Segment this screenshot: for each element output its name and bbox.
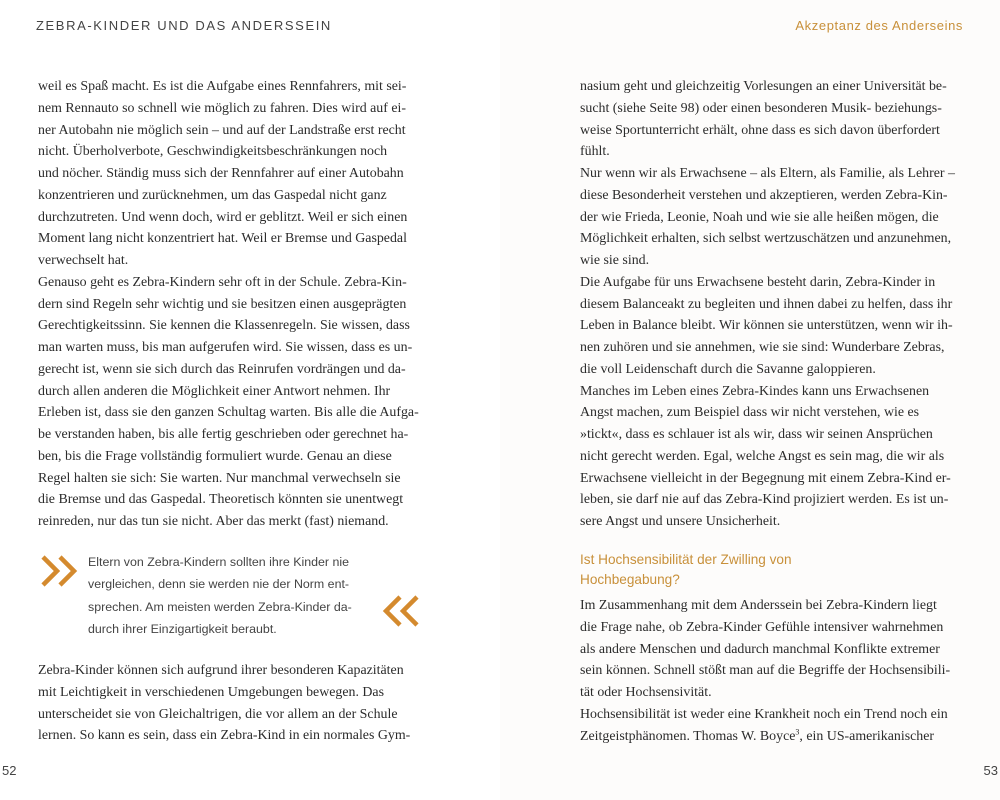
text-line: die Bremse und das Gaspedal. Theoretisch könnten sie unentwegt (38, 492, 404, 508)
text-line: fühlt. (580, 144, 610, 160)
page-number-left: 52 (2, 763, 17, 778)
right-body-bottom (580, 595, 964, 747)
right-page (500, 0, 1000, 800)
text-line: diesem Balanceakt zu begleiten und ihnen dabei zu helfen, dass ihr (580, 296, 953, 312)
text-line: Im Zusammenhang mit dem Anderssein bei Zebra-Kindern liegt (580, 598, 937, 613)
double-chevron-left-icon (380, 594, 420, 628)
text-line: Möglichkeit erhalten, sich selbst wertzuschätzen und anzunehmen, (580, 231, 952, 247)
text-line: ben, bis die Frage vollständig formuliert wurde. Genau an diese (38, 448, 392, 464)
text-line: die voll Leidenschaft durch die Savanne galoppieren. (580, 361, 876, 377)
text-line: Die Aufgabe für uns Erwachsene besteht darin, Zebra-Kinder in (580, 274, 936, 290)
double-chevron-right-icon (40, 554, 80, 588)
text-line: und nöcher. Ständig muss sich der Rennfahrer auf einer Autobahn (38, 166, 404, 181)
text-line: man warten muss, bis man aufgerufen wird. Sie wissen, dass es un- (38, 340, 413, 355)
text-line: Hochsensibilität ist weder eine Krankheit noch ein Trend noch ein (580, 706, 948, 722)
text-line: mit Leichtigkeit in verschiedenen Umgebungen bewegen. Das (38, 684, 384, 700)
text-line: weise Sportunterricht erhält, ohne dass es sich davon überfordert (580, 122, 940, 138)
text-line: nicht gerecht werden. Egal, welche Angst es sein mag, die wir als (580, 448, 945, 464)
text-line: leben, sie darf nie auf das Zebra-Kind projiziert werden. Es ist un- (580, 492, 949, 508)
left-body-bottom (38, 660, 422, 747)
text-line: Zebra-Kinder können sich aufgrund ihrer besonderen Kapazitäten (38, 663, 404, 678)
text-line: unterscheidet sie von Gleichaltrigen, die vor allem an der Schule (38, 706, 398, 722)
text-line: Nur wenn wir als Erwachsene – als Eltern, als Familie, als Lehrer – (580, 166, 955, 181)
section-heading (580, 550, 964, 590)
text-line: Gerechtigkeitssinn. Sie kennen die Klassenregeln. Sie wissen, dass (38, 318, 410, 334)
quote-line: durch ihrer Einzigartigkeit beraubt. (88, 621, 277, 636)
text-line: Angst machen, zum Beispiel dass wir nicht verstehen, wie es (580, 405, 920, 421)
left-body-top (38, 76, 422, 533)
footnote-marker: 3 (795, 726, 800, 736)
text-line: konzentrieren und zurücknehmen, um das Gaspedal nicht ganz (38, 187, 387, 203)
text-line: gerecht ist, wenn sie sich durch das Reinrufen vordrängen und da- (38, 361, 406, 377)
page-number-right: 53 (983, 763, 998, 778)
text-line: nasium geht und gleichzeitig Vorlesungen an einer Universität be- (580, 79, 947, 94)
quote-line: Eltern von Zebra-Kindern sollten ihre Kinder nie (88, 555, 350, 569)
text-line: lernen. So kann es sein, dass ein Zebra-Kind in ein normales Gym- (38, 728, 411, 744)
text-line: reinreden, nur das tun sie nicht. Aber das merkt (fast) niemand. (38, 514, 389, 529)
text-line: nicht. Überholverbote, Geschwindigkeitsbeschränkungen noch (38, 144, 388, 160)
heading-line: Hochbegabung? (580, 572, 680, 587)
text-line: die Frage nahe, ob Zebra-Kinder Gefühle intensiver wahrnehmen (580, 619, 944, 635)
text-line: durchzutreten. Und wenn doch, wird er geblitzt. Weil er sich einen (38, 209, 408, 225)
text-line: sere Angst und unsere Unsicherheit. (580, 514, 781, 529)
text-line: Moment lang nicht konzentriert hat. Weil er Bremse und Gaspedal (38, 231, 407, 247)
text-line: nem Rennauto so schnell wie möglich zu fahren. Dies wird auf ei- (38, 100, 406, 116)
right-body-top (580, 76, 964, 533)
pull-quote-text (88, 551, 378, 640)
quote-line: sprechen. Am meisten werden Zebra-Kinder da- (88, 599, 352, 614)
text-fragment: Zeitgeistphänomen. Thomas W. Boyce (580, 728, 796, 744)
quote-line: vergleichen, denn sie werden nie der Norm ent- (88, 577, 350, 592)
text-line: Regel halten sie sich: Sie warten. Nur manchmal verwechseln sie (38, 470, 401, 486)
text-line: durch allen anderen die Möglichkeit einer Antwort nehmen. Ihr (38, 383, 391, 399)
text-line: der wie Frieda, Leonie, Noah und wie sie alle heißen mögen, die (580, 209, 939, 225)
text-line: diese Besonderheit verstehen und akzeptieren, werden Zebra-Kin- (580, 187, 948, 203)
heading-line: Ist Hochsensibilität der Zwilling von (580, 552, 792, 567)
text-line: Erwachsene vielleicht in der Begegnung mit einem Zebra-Kind er- (580, 470, 951, 486)
text-line: Leben in Balance bleibt. Wir können sie unterstützen, wenn wir ih- (580, 318, 953, 334)
text-line: weil es Spaß macht. Es ist die Aufgabe eines Rennfahrers, mit sei- (38, 79, 407, 94)
text-line: »tickt«, dass es schlauer ist als wir, dass wir seinen Ansprüchen (580, 427, 933, 442)
text-line: dern sind Regeln sehr wichtig und sie besitzen einen ausgeprägten (38, 296, 407, 312)
text-line: ner Autobahn nie möglich sein – und auf der Landstraße erst recht (38, 122, 406, 138)
text-line: nen zuhören und sie annehmen, wie sie sind: Wunderbare Zebras, (580, 340, 945, 355)
text-line: Genauso geht es Zebra-Kindern sehr oft in der Schule. Zebra-Kin- (38, 274, 407, 290)
text-line: sucht (siehe Seite 98) oder einen besonderen Musik- beziehungs- (580, 100, 942, 116)
text-line: be verstanden haben, bis alle fertig geschrieben oder gerechnet ha- (38, 427, 409, 442)
text-line: tät oder Hochsensivität. (580, 685, 712, 700)
text-fragment: , ein US-amerikanischer (799, 728, 935, 744)
text-line: verwechselt hat. (38, 253, 129, 268)
text-line: Erleben ist, dass sie den ganzen Schultag warten. Bis alle die Aufga- (38, 405, 419, 421)
pull-quote (38, 550, 422, 640)
running-head-left: ZEBRA-KINDER UND DAS ANDERSSEIN (36, 18, 332, 33)
text-line: sein können. Schnell stößt man auf die Begriffe der Hochsensibili- (580, 663, 951, 679)
text-line: wie sie sind. (580, 253, 650, 268)
text-line: als andere Menschen und dadurch manchmal Konflikte extremer (580, 641, 940, 657)
text-line: Manches im Leben eines Zebra-Kindes kann uns Erwachsenen (580, 383, 930, 399)
running-head-right: Akzeptanz des Anderseins (795, 18, 963, 33)
text-line (580, 726, 964, 748)
